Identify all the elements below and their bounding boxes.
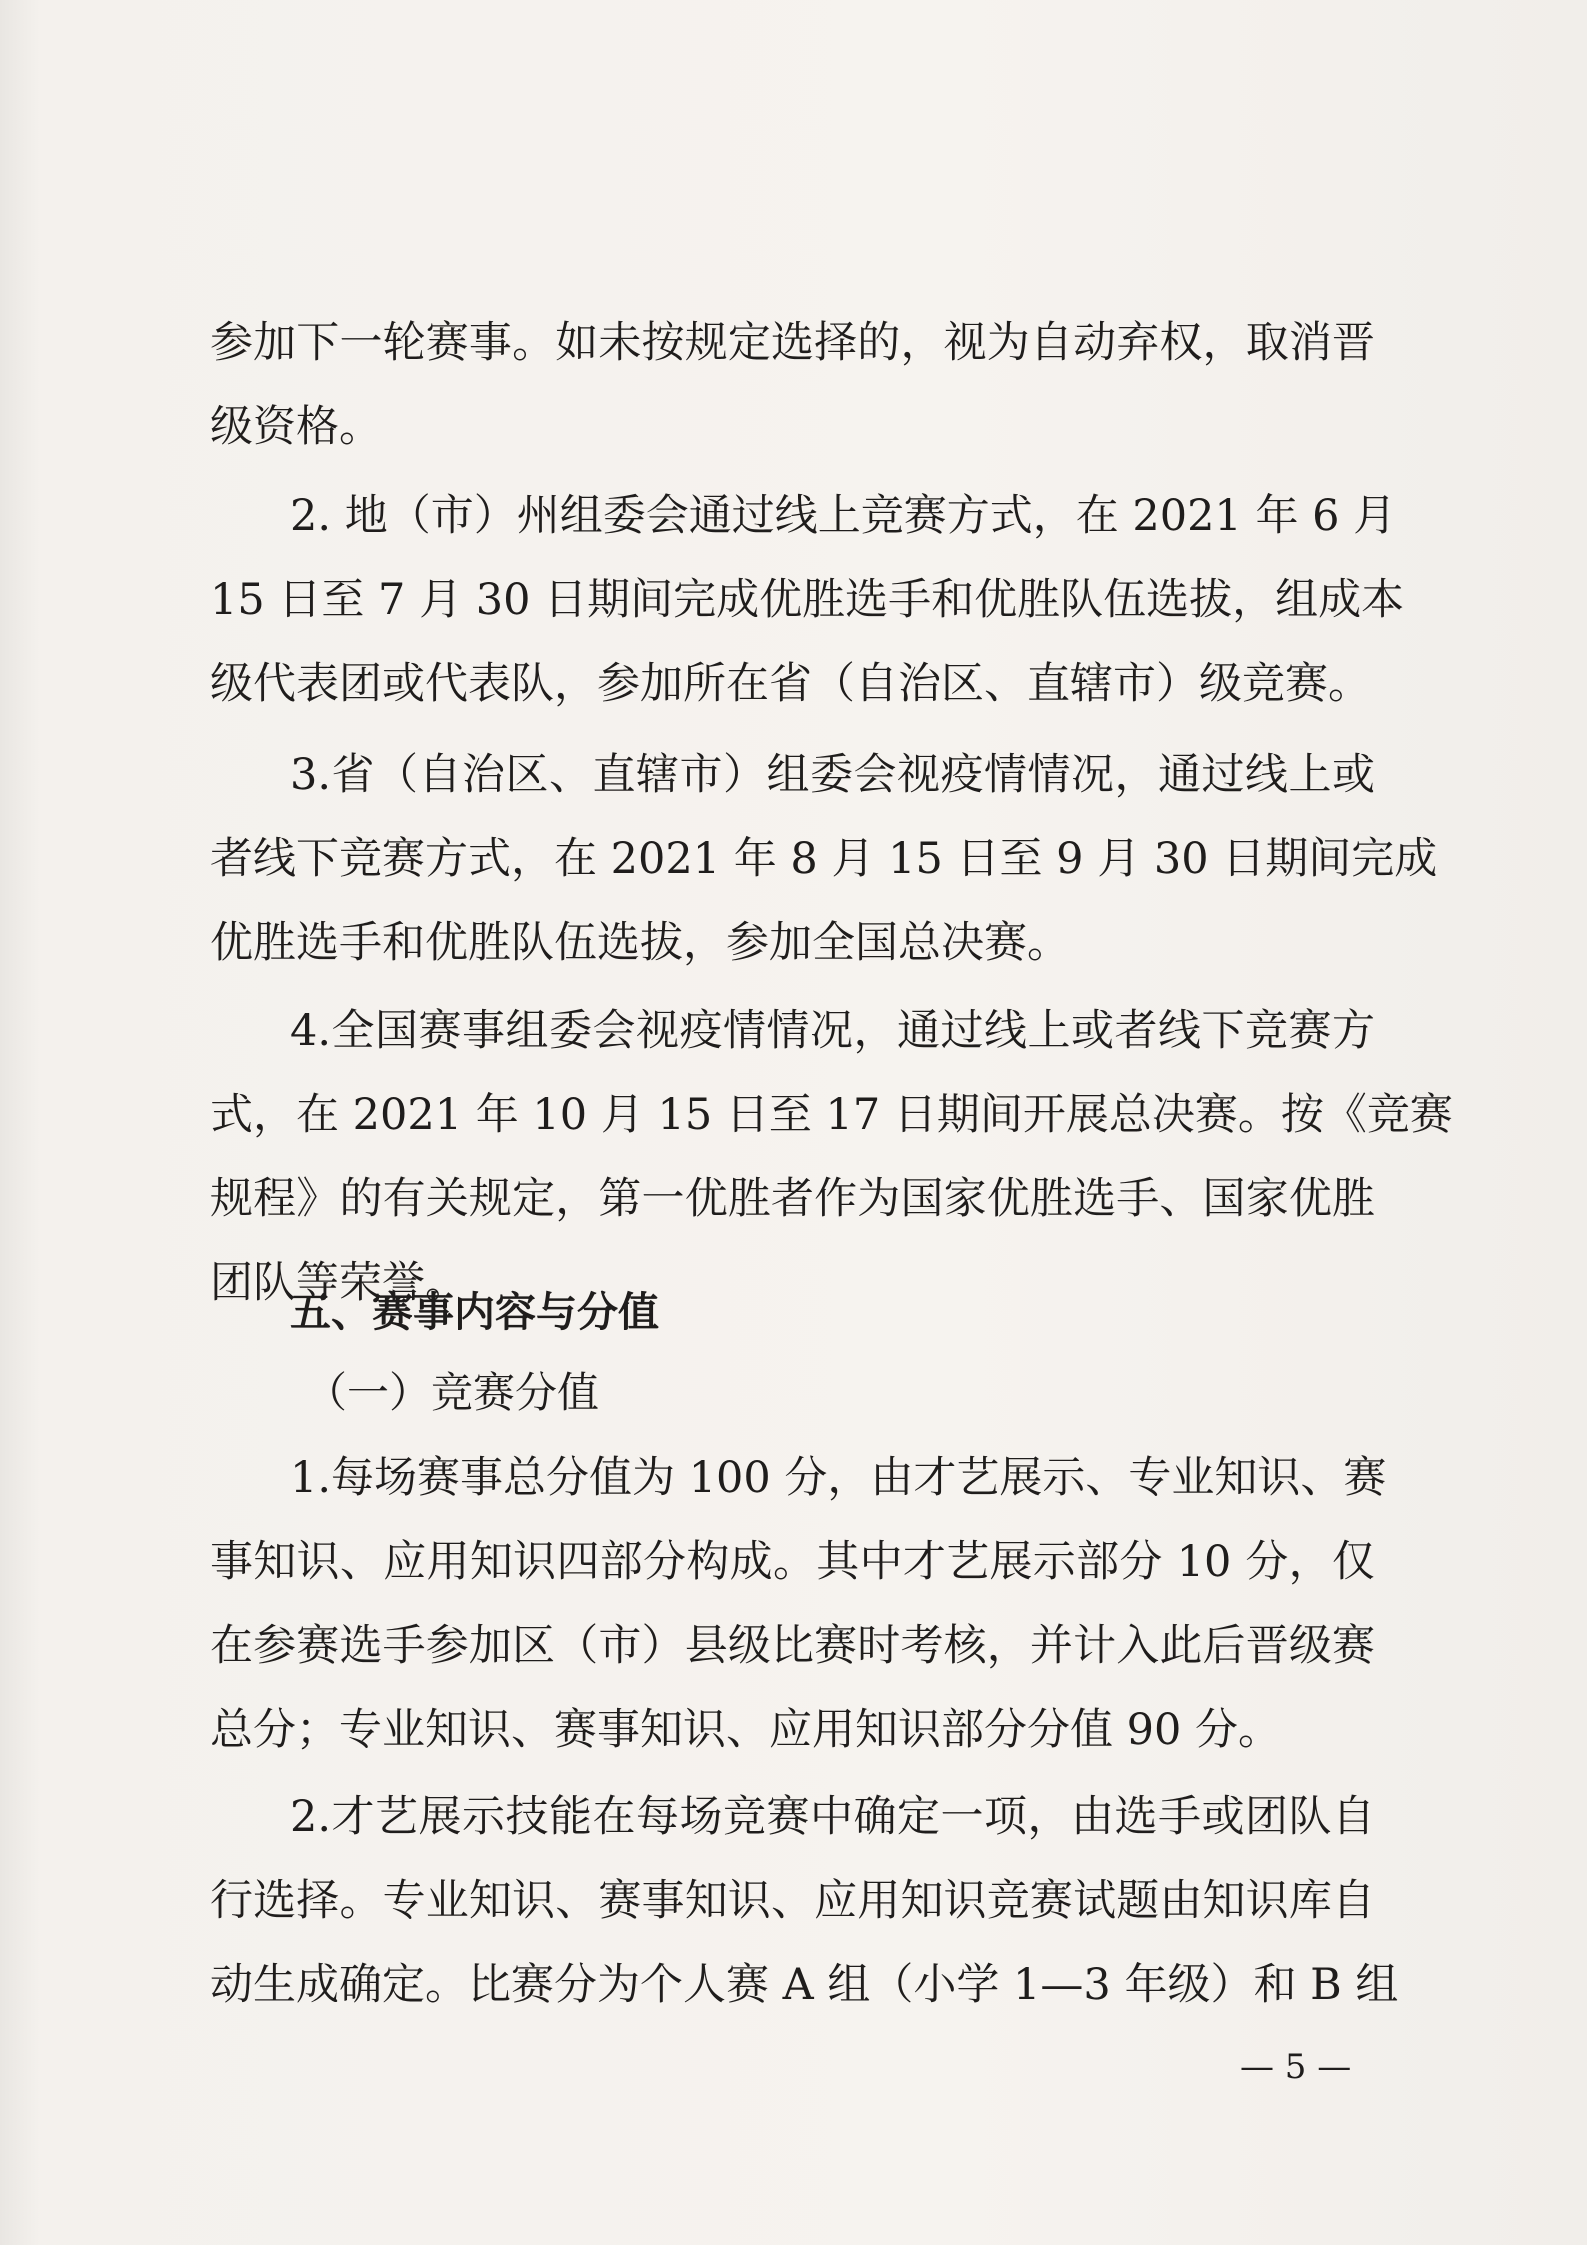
text-line: 3.省（自治区、直辖市）组委会视疫情情况，通过线上或 [290, 750, 1375, 800]
text-line: 15 日至 7 月 30 日期间完成优胜选手和优胜队伍选拔，组成本 [210, 575, 1405, 625]
text-line: 行选择。专业知识、赛事知识、应用知识竞赛试题由知识库自 [210, 1876, 1375, 1926]
text-line: 事知识、应用知识四部分构成。其中才艺展示部分 10 分，仅 [210, 1537, 1375, 1587]
text-line: 优胜选手和优胜队伍选拔，参加全国总决赛。 [210, 918, 1070, 968]
text-line: 团队等荣誉。 [210, 1258, 468, 1308]
section-heading: 五、赛事内容与分值 [290, 1288, 659, 1336]
text-line: 总分；专业知识、赛事知识、应用知识部分分值 90 分。 [210, 1705, 1282, 1755]
text-line: 在参赛选手参加区（市）县级比赛时考核，并计入此后晋级赛 [210, 1621, 1375, 1671]
text-line: 级代表团或代表队，参加所在省（自治区、直辖市）级竞赛。 [210, 659, 1371, 709]
sub-heading: （一）竞赛分值 [305, 1368, 600, 1417]
text-line: 式，在 2021 年 10 月 15 日至 17 日期间开展总决赛。按《竞赛 [210, 1090, 1453, 1140]
text-line: 规程》的有关规定，第一优胜者作为国家优胜选手、国家优胜 [210, 1174, 1375, 1224]
text-line: 1.每场赛事总分值为 100 分，由才艺展示、专业知识、赛 [290, 1453, 1387, 1503]
text-line: 动生成确定。比赛分为个人赛 A 组（小学 1—3 年级）和 B 组 [210, 1960, 1399, 2010]
text-line: 者线下竞赛方式，在 2021 年 8 月 15 日至 9 月 30 日期间完成 [210, 834, 1438, 884]
text-line: 2. 地（市）州组委会通过线上竞赛方式，在 2021 年 6 月 [290, 491, 1397, 541]
text-line: 参加下一轮赛事。如未按规定选择的，视为自动弃权，取消晋 [210, 318, 1375, 368]
text-line: 级资格。 [210, 402, 382, 452]
text-line: 4.全国赛事组委会视疫情情况，通过线上或者线下竞赛方 [290, 1006, 1375, 1056]
page-number: — 5 — [1240, 2047, 1352, 2087]
text-line: 2.才艺展示技能在每场竞赛中确定一项，由选手或团队自 [290, 1792, 1375, 1842]
